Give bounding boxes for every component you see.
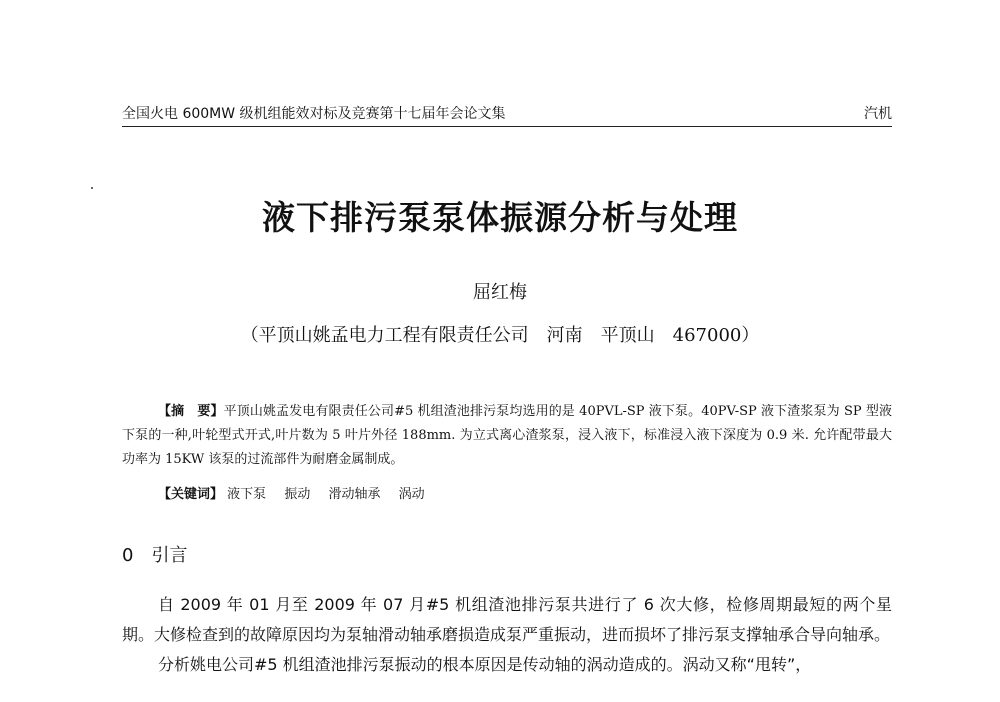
body-text xyxy=(122,590,892,680)
header-section-label: 汽机 xyxy=(864,106,892,122)
keywords xyxy=(158,483,439,502)
header-proceedings-title: 全国火电 600MW 级机组能效对标及竞赛第十七届年会论文集 xyxy=(122,106,506,122)
section-title: 引言 xyxy=(151,545,188,566)
scan-speck xyxy=(91,187,93,189)
paper-affiliation: （平顶山姚孟电力工程有限责任公司 河南 平顶山 467000） xyxy=(240,325,760,346)
body-paragraph: 自 2009 年 01 月至 2009 年 07 月#5 机组渣池排污泵共进行了 6 次大修，检修周期最短的两个星期。大修检查到的故障原因均为泵轴滑动轴承磨损造成泵严重振动，进而损坏了排污泵支撑轴承合导向轴承。 xyxy=(122,595,892,644)
abstract-label: 【摘 要】 xyxy=(158,404,224,419)
section-number: 0 xyxy=(122,545,134,566)
running-header xyxy=(122,104,892,127)
paper-author: 屈红梅 xyxy=(473,282,527,303)
section-heading xyxy=(122,541,187,567)
abstract xyxy=(122,400,892,472)
abstract-paragraph xyxy=(122,400,892,472)
keyword-item: 振动 xyxy=(284,487,311,502)
keyword-item: 滑动轴承 xyxy=(328,487,381,502)
paper-title: 液下排污泵泵体振源分析与处理 xyxy=(262,198,738,237)
keywords-label: 【关键词】 xyxy=(158,487,224,502)
keyword-item: 液下泵 xyxy=(227,487,267,502)
body-paragraph: 分析姚电公司#5 机组渣池排污泵振动的根本原因是传动轴的涡动造成的。涡动又称“甩转”， xyxy=(158,655,812,674)
abstract-text: 平顶山姚孟发电有限责任公司#5 机组渣池排污泵均选用的是 40PVL-SP 液下泵。40PV-SP 液下渣浆泵为 SP 型液下泵的一种,叶轮型式开式,叶片数为 5 叶片外径 188mm. 为立式离心渣浆泵，浸入液下，标准浸入液下深度为 0.9 米. 允许配带最大功率为 15KW 该泵的过流部件为耐磨金属制成。 xyxy=(122,404,892,467)
keyword-item: 涡动 xyxy=(398,487,425,502)
